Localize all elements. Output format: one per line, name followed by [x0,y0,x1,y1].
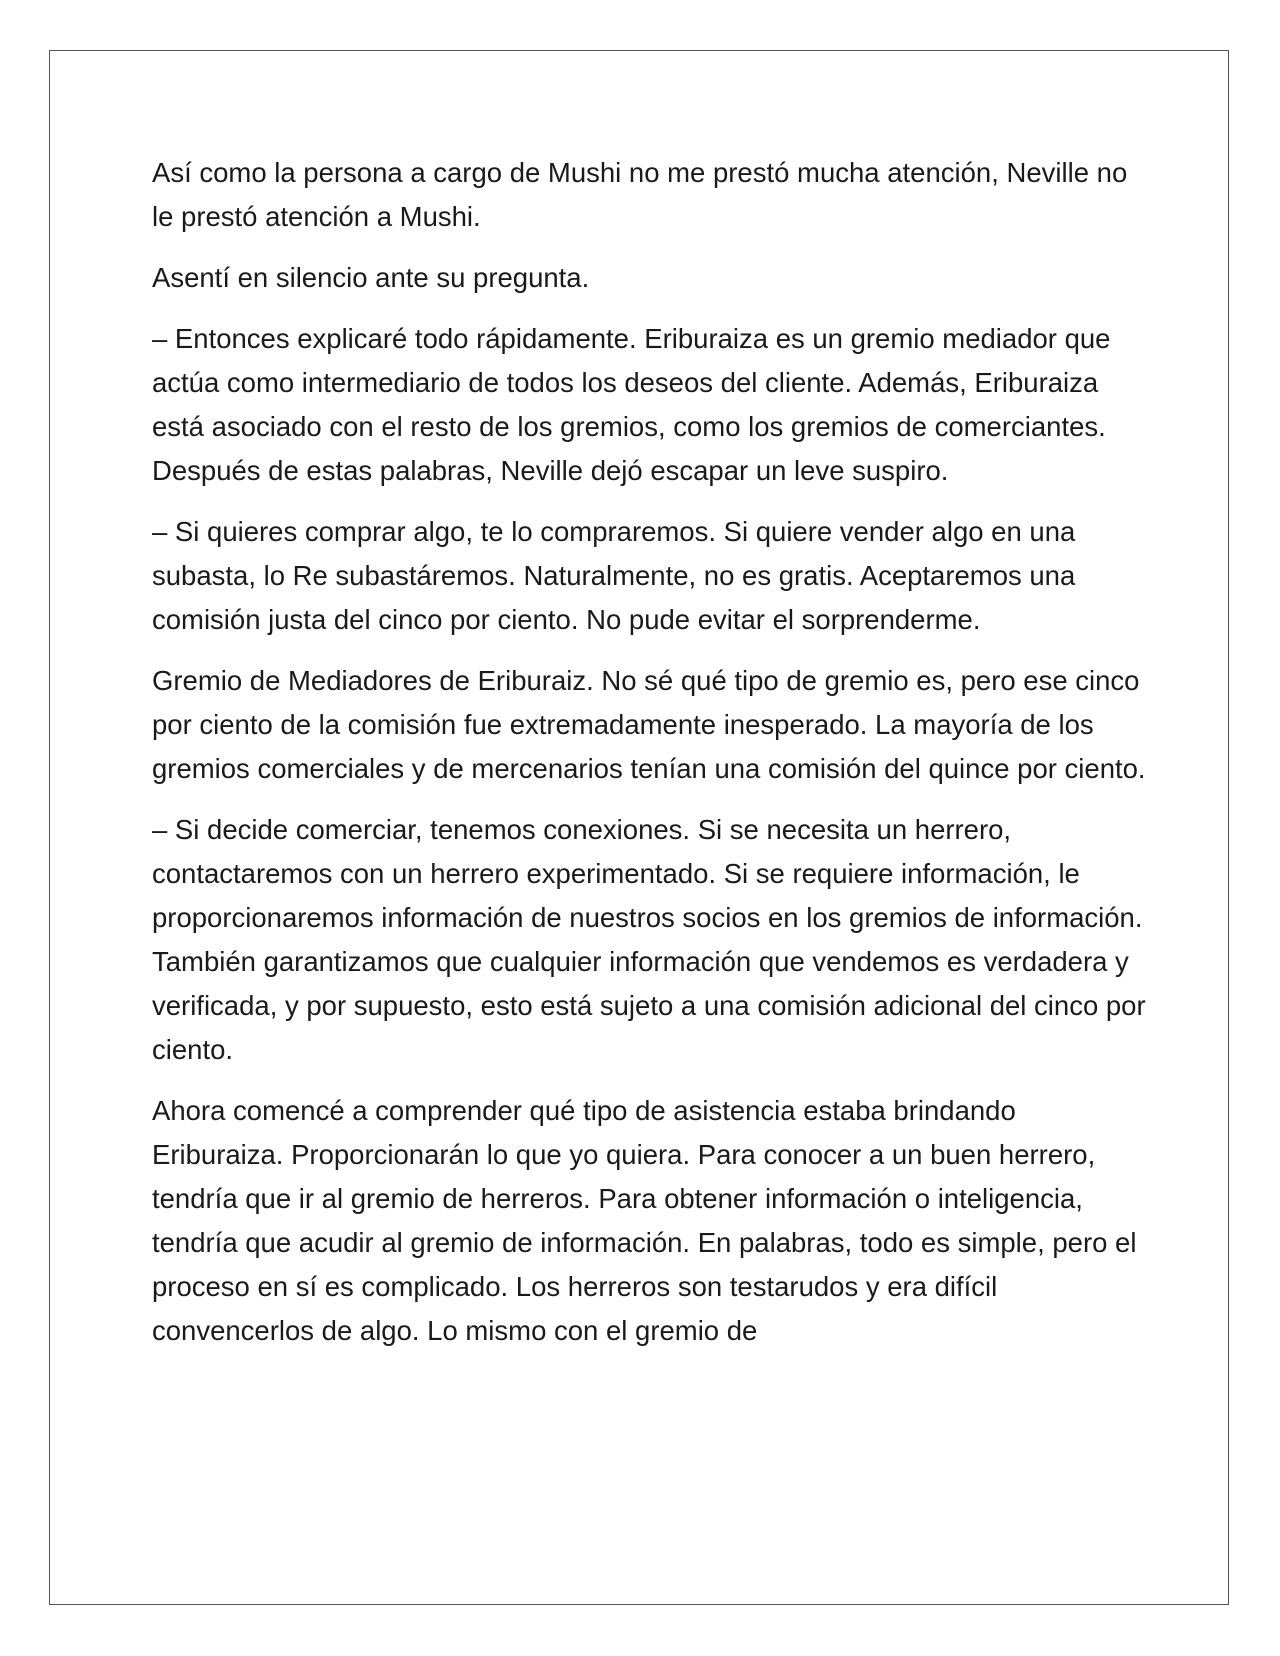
paragraph-2: Asentí en silencio ante su pregunta. [152,262,590,293]
page-body [152,151,1152,1370]
paragraph-6: – Si decide comerciar, tenemos conexiones. Si se necesita un herrero, contactaremos con un herrero experimentado. Si se requiere información, le proporcionaremos información de nuestros socios en los gremios de información. También garantizamos que cualquier información que vendemos es verdadera y verificada, y por supuesto, esto está sujeto a una comisión adicional del cinco por ciento. [152,814,1146,1065]
paragraph-3: – Entonces explicaré todo rápidamente. Eriburaiza es un gremio mediador que actúa como intermediario de todos los deseos del cliente. Además, Eriburaiza está asociado con el resto de los gremios, como los gremios de comerciantes. Después de estas palabras, Neville dejó escapar un leve suspiro. [152,323,1111,486]
paragraph-4: – Si quieres comprar algo, te lo compraremos. Si quiere vender algo en una subasta, lo Re subastáremos. Naturalmente, no es gratis. Aceptaremos una comisión justa del cinco por ciento. No pude evitar el sorprenderme. [152,516,1076,635]
paragraph-1: Así como la persona a cargo de Mushi no me prestó mucha atención, Neville no le prestó atención a Mushi. [152,157,1128,232]
paragraph-7: Ahora comencé a comprender qué tipo de asistencia estaba brindando Eriburaiza. Proporcionarán lo que yo quiera. Para conocer a un buen herrero, tendría que ir al gremio de herreros. Para obtener información o inteligencia, tendría que acudir al gremio de información. En palabras, todo es simple, pero el proceso en sí es complicado. Los herreros son testarudos y era difícil convencerlos de algo. Lo mismo con el gremio de [152,1095,1137,1346]
paragraph-5: Gremio de Mediadores de Eriburaiz. No sé qué tipo de gremio es, pero ese cinco por ciento de la comisión fue extremadamente inesperado. La mayoría de los gremios comerciales y de mercenarios tenían una comisión del quince por ciento. [152,665,1146,784]
document-page [49,50,1229,1605]
